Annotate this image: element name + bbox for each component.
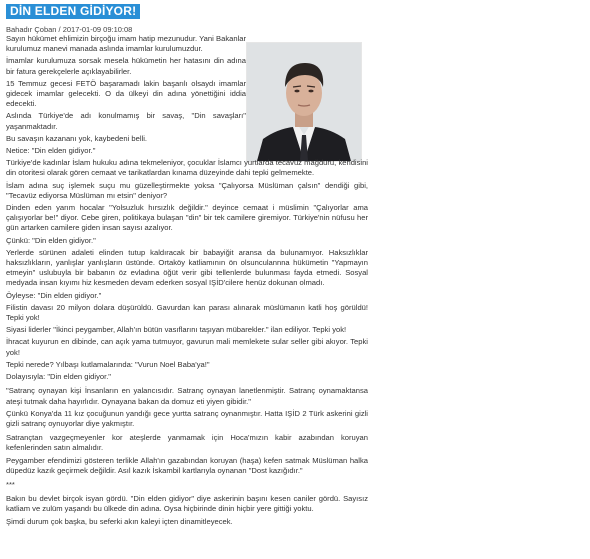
article-paragraph: Türkiye'de kadınlar İslam hukuku adına tekmeleniyor, çocuklar İslamcı yurtlarda tecavüz mağduru, kendisini din otoritesi olarak gören cemaat ve tarikatlardan kınama düzeyinde dahi tepki gelmemekte. <box>6 158 368 178</box>
article-paragraph: "Satranç oynayan kişi İnsanların en yalancısıdır. Satranç oynayan lanetlenmiştir. Satranç oynamaktansa ateşi tutmak daha hayırlıdır. Oynayana bakan da domuz eti yiyen gibidir." <box>6 386 368 406</box>
article-paragraph: 15 Temmuz gecesi FETÖ başaramadı lakin başarılı olsaydı imamlar gidecek imamlar gelecekti. O da ülkeyi din adına yönettiğini iddia edecekti. <box>6 78 246 109</box>
article-paragraph: Dinden eden yarım hocalar "Yolsuzluk hırsızlık değildir." deyince cemaat i müslimin "Çalıyorlar ama çalışıyorlar be!" diyor. Cebe giren, politikaya bulaşan "din" bir tek camilere giremiyor. Türkiye'nin nüfusu her gün artarken camilere giden insan sayısı azalıyor. <box>6 203 368 233</box>
article-byline: Bahadır Çoban / 2017-01-09 09:10:08 <box>6 25 133 34</box>
article-title: DİN ELDEN GİDİYOR! <box>6 4 140 19</box>
article-paragraph: *** <box>6 479 15 489</box>
article-paragraph: İhracat kuyurun en dibinde, can açık yama tutmuyor, gavurun mali memlekete sular seller gibi akıyor. Tepki yok! <box>6 337 368 357</box>
article-paragraph: Çünkü: "Din elden gidiyor." <box>6 235 96 245</box>
article-paragraph: Tepki nerede? Yılbaşı kutlamalarında: "Vurun Noel Baba'ya!" <box>6 359 210 369</box>
article-paragraph: Sayın hükümet ehlimizin birçoğu imam hatip mezunudur. Yani Bakanlar kurulumuz manevi manada aslında imamlar kurulumuzdur. <box>6 34 246 54</box>
article-paragraph: Dolayısıyla: "Din elden gidiyor." <box>6 372 112 382</box>
article-paragraph: Satrançtan vazgeçmeyenler kor ateşlerde yanmamak için Hoca'mızın kabir azabından koruyan kefenlerinden satın almalıdır. <box>6 433 368 453</box>
article-paragraph: Filistin davası 20 milyon dolara düşürüldü. Gavurdan kan parası alınarak müslümanın katli hoş görüldü! Tepki yok! <box>6 302 368 323</box>
article-paragraph: Öyleyse: "Din elden gidiyor." <box>6 290 102 300</box>
article-paragraph: İslam adına suç işlemek suçu mu güzelleştirmekte yoksa "Çalıyorsa Müslüman çalsın" dendiği gibi, "Tecavüz ediyorsa Müslüman mı etsin" deniyor? <box>6 180 368 200</box>
article-body <box>6 34 368 529</box>
article-paragraph: Çünkü Konya'da 11 kız çocuğunun yandığı gece yurtta satranç oynanmıştır. Hatta IŞİD 2 Türk askerini gizli gizli satranç oynuyorlar diye yakmıştır. <box>6 408 368 428</box>
article-paragraph: İmamlar kurulumuza sorsak mesela hükümetin her hatasını din adına bir fatura gerekçelerle açıklayabilirler. <box>6 56 246 76</box>
article-paragraph: Peygamber efendimizi gösteren terlikle Allah'ın gazabından koruyan (haşa) kefen satmak Müslüman halka düpedüz kazık geçirmek değildir. Asıl kazık İskambil kartlarıyla oynanan "Dost kazığıdır." <box>6 455 368 475</box>
article-paragraph: Netice: "Din elden gidiyor." <box>6 146 96 156</box>
article-paragraph: Şimdi durum çok başka, bu seferki akın kaleyi içten dinamitleyecek. <box>6 516 233 526</box>
article-paragraph: Siyasi liderler "İkinci peygamber, Allah'ın bütün vasıflarını taşıyan mübarekler." ilan ediliyor. Tepki yok! <box>6 325 347 335</box>
article-paragraph: Bu savaşın kazananı yok, kaybedeni belli. <box>6 133 147 143</box>
article-paragraph: Yerlerde sürünen adaleti elinden tutup kaldıracak bir babayiğit aransa da bulunamıyor. Haksızlıklar haksızlıkların, yanlışlar yanlışların üstünde. Ortaköy katliamının ön olsunculannna hükümetin "Yapmayın etmeyin" uslubuyla bir babanın öz evladına öğüt verir gibi tellenlerde bulunması fayda etmedi. Sosyal medyada insan kıyımı hiz kesmeden devam ederken sosyal IŞİD'cilere henüz dokunan olmadı. <box>6 247 368 288</box>
article-paragraph: Aslında Türkiye'de adı konulmamış bir savaş, "Din savaşları" yaşanmaktadır. <box>6 111 246 131</box>
article-paragraph: Bakın bu devlet birçok isyan gördü. "Din elden gidiyor" diye askerinin başını kesen caniler gördü. Sayısız katliam ve zulüm yaşandı bu ülkede din adına. Oysa hiçbirinde dinin hiçbir yere gittiği yoktu. <box>6 494 368 514</box>
